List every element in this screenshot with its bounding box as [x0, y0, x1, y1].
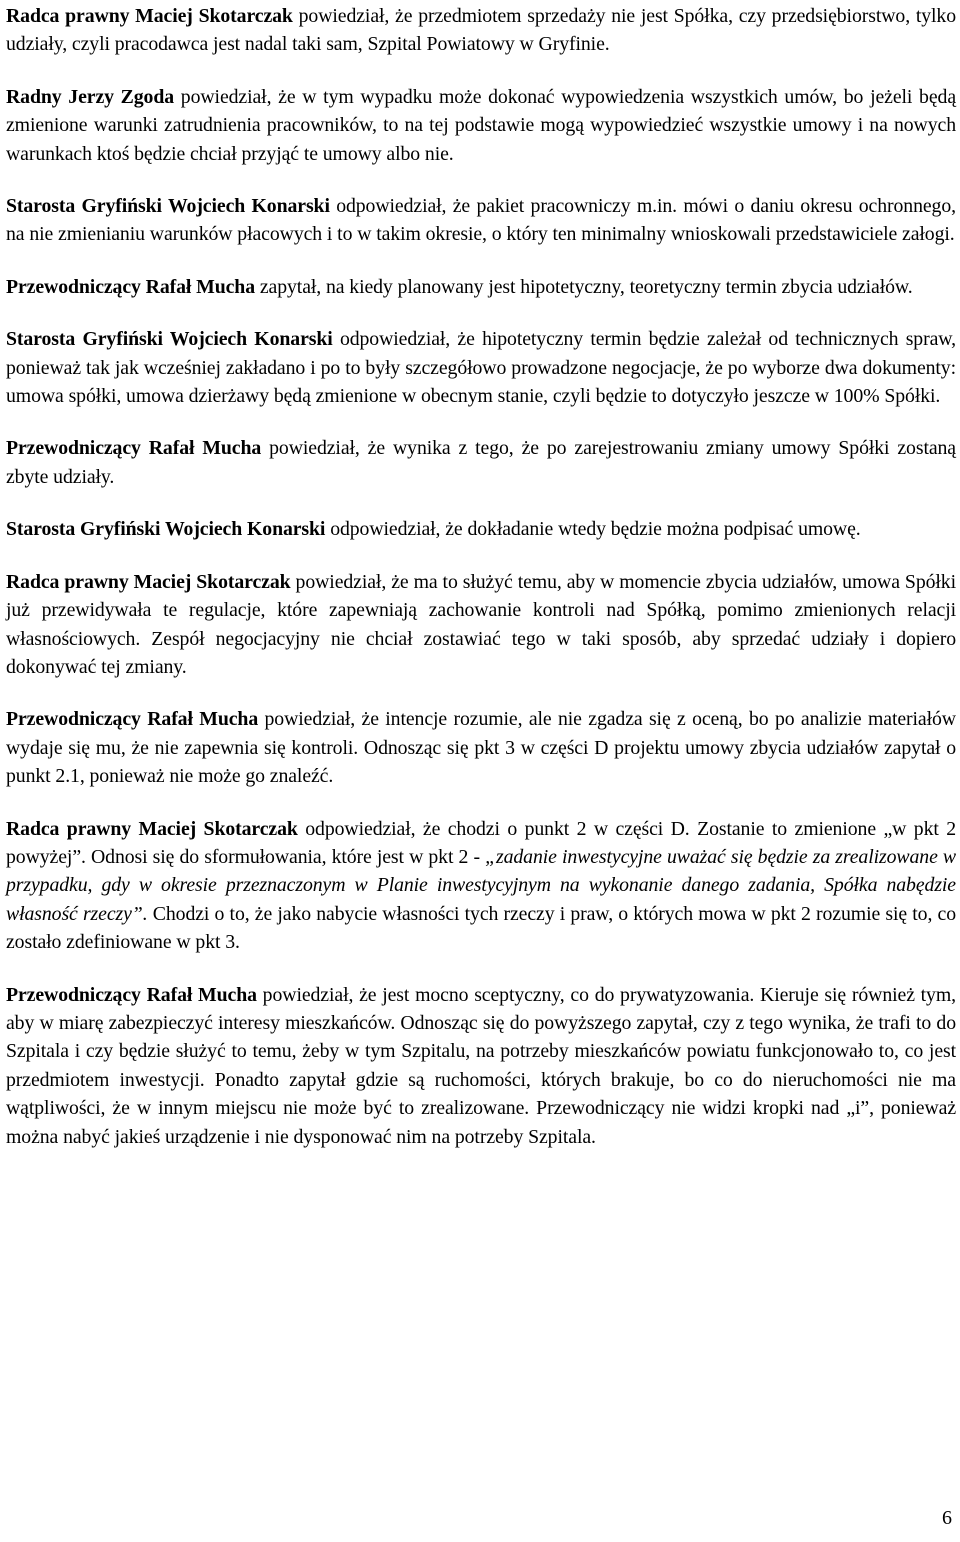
speaker-name: Radca prawny Maciej Skotarczak	[6, 817, 298, 840]
speaker-name: Starosta Gryfiński Wojciech Konarski	[6, 195, 330, 218]
speaker-name: Przewodniczący Rafał Mucha	[6, 275, 256, 298]
speaker-name: Radca prawny Maciej Skotarczak	[6, 5, 293, 27]
speaker-name: Starosta Gryfiński Wojciech Konarski	[6, 328, 333, 351]
paragraph-8	[6, 568, 956, 682]
paragraph-10	[6, 815, 956, 957]
speaker-name: Starosta Gryfiński Wojciech Konarski	[6, 518, 326, 541]
paragraph-text: powiedział, że wynika z tego, że po zarejestrowaniu zmiany umowy Spółki zostaną zbyte udziały.	[6, 437, 956, 488]
paragraph-text: odpowiedział, że dokładanie wtedy będzie można podpisać umowę.	[325, 518, 861, 541]
paragraph-5	[6, 325, 956, 410]
paragraph-text: odpowiedział, że chodzi o punkt 2 w części D. Zostanie to zmienione „w pkt 2 powyżej”. Odnosi się do sformułowania, które jest w pkt 2 -	[6, 817, 956, 868]
paragraph-text: powiedział, że jest mocno sceptyczny, co do prywatyzowania. Kieruje się również tym, aby w miarę zabezpieczyć interesy mieszkańców. Odnosząc się do powyższego zapytał, czy z tego wynika, że trafi to do Szpitala i czy będzie służyć to temu, żeby w tym Szpitalu, na potrzeby mieszkańców powiatu funkcjonowało to, co jest przedmiotem inwestycji. Ponadto zapytał gdzie są ruchomości, których brakuje, bo co do nieruchomości nie ma wątpliwości, że w innym miejscu nie może być to zrealizowane. Przewodniczący nie widzi kropki nad „i”, ponieważ można nabyć jakieś urządzenie i nie dysponować nim na potrzeby Szpitala.	[6, 983, 956, 1148]
speaker-name: Radny Jerzy Zgoda	[6, 85, 175, 108]
paragraph-text: powiedział, że ma to służyć temu, aby w momencie zbycia udziałów, umowa Spółki już przewidywała te regulacje, które zapewniają zachowanie kontroli nad Spółką, pomimo zmienionych relacji własnościowych. Zespół negocjacyjny nie chciał zostawiać tego w taki sposób, aby sprzedać udziały i dopiero dokonywać tej zmiany.	[6, 570, 956, 678]
paragraph-11	[6, 981, 956, 1151]
paragraph-4	[6, 273, 956, 301]
paragraph-9	[6, 705, 956, 790]
paragraph-3	[6, 192, 956, 249]
page-number: 6	[942, 1507, 952, 1529]
speaker-name: Przewodniczący Rafał Mucha	[6, 437, 262, 460]
paragraph-2	[6, 83, 956, 168]
paragraph-7	[6, 515, 956, 543]
paragraph-text: powiedział, że w tym wypadku może dokonać wypowiedzenia wszystkich umów, bo jeżeli będą zmienione warunki zatrudnienia pracowników, to na tej podstawie mogą wypowiedzieć wszystkie umowy i na nowych warunkach ktoś będzie chciał przyjąć te umowy albo nie.	[6, 85, 957, 165]
paragraph-text: powiedział, że intencje rozumie, ale nie zgadza się z oceną, bo po analizie materiałów wydaje się mu, że nie zapewnia się kontroli. Odnosząc się pkt 3 w części D projektu umowy zbycia udziałów zapytał o punkt 2.1, ponieważ nie może go znaleźć.	[6, 708, 956, 788]
paragraph-text: powiedział, że przedmiotem sprzedaży nie jest Spółka, czy przedsiębiorstwo, tylko udziały, czyli pracodawca jest nadal taki sam, Szpital Powiatowy w Gryfinie.	[6, 5, 956, 56]
paragraph-text: Chodzi o to, że jako nabycie własności tych rzeczy i praw, o których mowa w pkt 2 rozumie się to, co zostało zdefiniowane w pkt 3.	[6, 902, 956, 954]
speaker-name: Przewodniczący Rafał Mucha	[6, 708, 259, 731]
paragraph-1	[6, 2, 956, 59]
paragraph-text: odpowiedział, że pakiet pracowniczy m.in. mówi o daniu okresu ochronnego, na nie zmienianiu warunków płacowych i to w takim okresie, o który ten minimalny wnioskowali przedstawiciele załogi.	[6, 195, 956, 246]
speaker-name: Przewodniczący Rafał Mucha	[6, 983, 257, 1006]
document-body	[6, 2, 956, 1175]
paragraph-6	[6, 434, 956, 491]
paragraph-text: zapytał, na kiedy planowany jest hipotetyczny, teoretyczny termin zbycia udziałów.	[255, 275, 913, 298]
speaker-name: Radca prawny Maciej Skotarczak	[6, 570, 291, 593]
italic-quote: „zadanie inwestycyjne uważać się będzie za zrealizowane w przypadku, gdy w okresie przeznaczonym w Planie inwestycyjnym na wykonanie danego zadania, Spółka nabędzie własność rzeczy”.	[6, 845, 956, 925]
paragraph-text: odpowiedział, że hipotetyczny termin będzie zależał od technicznych spraw, ponieważ tak jak wcześniej zakładano i po to były szczegółowo prowadzone negocjacje, że po wyborze dwa dokumenty: umowa spółki, umowa dzierżawy będą zmienione w obecnym stanie, czyli będzie to dotyczyło jeszcze w 100% Spółki.	[6, 328, 957, 408]
